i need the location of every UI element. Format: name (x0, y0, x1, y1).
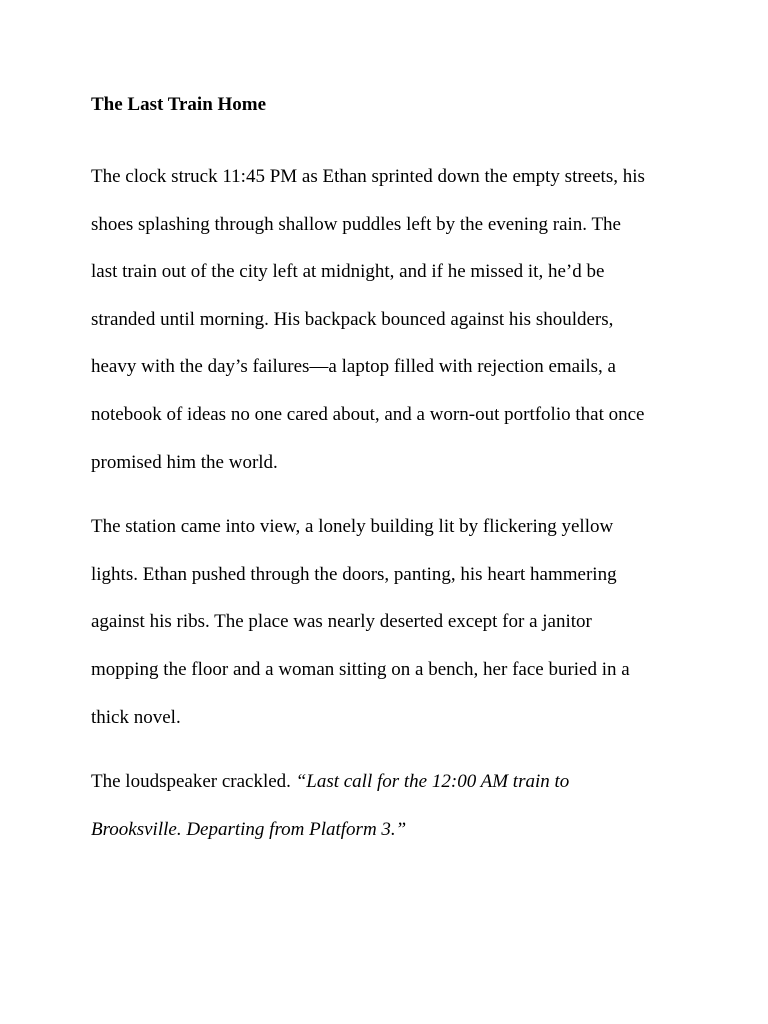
paragraph-2 (91, 503, 691, 741)
document-page (91, 88, 691, 870)
paragraph-line: lights. Ethan pushed through the doors, panting, his heart hammering (91, 563, 617, 585)
document-title: The Last Train Home (91, 94, 267, 115)
paragraph-line: thick novel. (91, 706, 181, 728)
paragraph-line: stranded until morning. His backpack bounced against his shoulders, (91, 308, 614, 330)
paragraph-line: The station came into view, a lonely building lit by flickering yellow (91, 516, 614, 538)
paragraph-line: mopping the floor and a woman sitting on a bench, her face buried in a (91, 658, 630, 680)
narration-text: The loudspeaker crackled. (91, 771, 296, 793)
paragraph-line: last train out of the city left at midnight, and if he missed it, he’d be (91, 261, 605, 283)
paragraph-line: notebook of ideas no one cared about, and a worn-out portfolio that once (91, 403, 645, 425)
loudspeaker-quote: “Last call for the 12:00 AM train to (295, 771, 570, 793)
paragraph-line (91, 758, 691, 806)
paragraph-3 (91, 758, 691, 853)
paragraph-1 (91, 153, 691, 486)
paragraph-line: against his ribs. The place was nearly deserted except for a janitor (91, 611, 592, 633)
loudspeaker-quote: Brooksville. Departing from Platform 3.” (91, 818, 407, 840)
paragraph-line: heavy with the day’s failures—a laptop filled with rejection emails, a (91, 356, 616, 378)
paragraph-line: promised him the world. (91, 451, 278, 473)
paragraph-line: The clock struck 11:45 PM as Ethan sprinted down the empty streets, his (91, 166, 645, 187)
paragraph-line: shoes splashing through shallow puddles left by the evening rain. The (91, 213, 621, 235)
